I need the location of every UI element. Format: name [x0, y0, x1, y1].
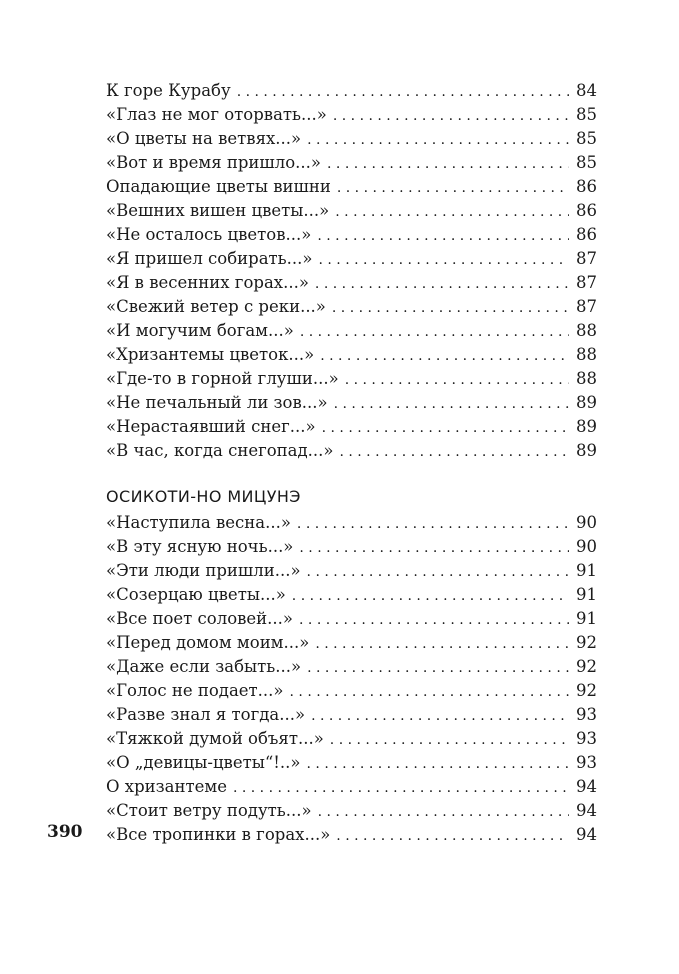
dot-leader: [307, 560, 569, 584]
toc-entry-title: «Не печальный ли зов...»: [106, 393, 328, 412]
dot-leader: [297, 512, 569, 536]
toc-entry: [106, 703, 597, 727]
toc-entry: [106, 199, 597, 223]
toc-entry-title: «Тяжкой думой объят...»: [106, 729, 324, 748]
toc-entry-title: «Хризантемы цветок...»: [106, 345, 315, 364]
toc-entry: [106, 103, 597, 127]
toc-entry-page: 90: [576, 537, 597, 556]
toc-entry: [106, 247, 597, 271]
toc-entry: [106, 559, 597, 583]
dot-leader: [337, 176, 569, 200]
dot-leader: [315, 272, 569, 296]
toc-entry: [106, 775, 597, 799]
toc-entry: [106, 367, 597, 391]
toc-entry: [106, 439, 597, 463]
dot-leader: [299, 536, 569, 560]
dot-leader: [320, 344, 569, 368]
toc-entry-page: 92: [576, 681, 597, 700]
toc-entry-page: 85: [576, 153, 597, 172]
toc-entry-page: 94: [576, 777, 597, 796]
toc-entry: [106, 607, 597, 631]
toc-entry: [106, 799, 597, 823]
toc-entry-page: 87: [576, 273, 597, 292]
dot-leader: [307, 752, 569, 776]
toc-entry: [106, 415, 597, 439]
toc-entry: [106, 655, 597, 679]
toc-entry: [106, 823, 597, 847]
toc-entry-title: «Даже если забыть...»: [106, 657, 302, 676]
toc-entry-title: «Не осталось цветов...»: [106, 225, 312, 244]
dot-leader: [307, 128, 569, 152]
toc-entry: [106, 583, 597, 607]
toc-entry-title: «Перед домом моим...»: [106, 633, 310, 652]
dot-leader: [333, 104, 569, 128]
toc-entry-title: «В эту ясную ночь...»: [106, 537, 294, 556]
toc-entry-title: «Все поет соловей...»: [106, 609, 294, 628]
toc-entry-title: «Я в весенних горах...»: [106, 273, 309, 292]
toc-entry: [106, 727, 597, 751]
toc-entry: [106, 343, 597, 367]
toc-entry-title: О хризантеме: [106, 777, 227, 796]
toc-entry: [106, 295, 597, 319]
toc-entry-page: 85: [576, 129, 597, 148]
toc-entry: [106, 535, 597, 559]
toc-entry-page: 90: [576, 513, 597, 532]
dot-leader: [330, 728, 569, 752]
dot-leader: [233, 776, 569, 800]
toc-entry-page: 86: [576, 177, 597, 196]
toc-entry: [106, 175, 597, 199]
toc-entry-title: К горе Курабу: [106, 81, 231, 100]
toc-entry: [106, 751, 597, 775]
dot-leader: [335, 200, 569, 224]
dot-leader: [311, 704, 569, 728]
toc-entry-title: «В час, когда снегопад...»: [106, 441, 334, 460]
dot-leader: [290, 680, 569, 704]
toc-entry-title: «Вешних вишен цветы...»: [106, 201, 330, 220]
toc-entry-page: 88: [576, 345, 597, 364]
toc-entry: [106, 631, 597, 655]
toc-entry-title: «Голос не подает...»: [106, 681, 284, 700]
dot-leader: [300, 320, 569, 344]
toc-entry-page: 91: [576, 561, 597, 580]
toc-entry-title: «Все тропинки в горах...»: [106, 825, 331, 844]
toc-entry-page: 89: [576, 393, 597, 412]
dot-leader: [318, 800, 569, 824]
dot-leader: [319, 248, 570, 272]
table-of-contents: [106, 79, 597, 847]
toc-entry: [106, 79, 597, 103]
dot-leader: [292, 584, 569, 608]
toc-entry: [106, 223, 597, 247]
toc-entry-page: 93: [576, 729, 597, 748]
toc-group-2: [106, 511, 597, 847]
toc-entry-title: «Где-то в горной глуши...»: [106, 369, 339, 388]
dot-leader: [322, 416, 569, 440]
toc-entry-page: 94: [576, 801, 597, 820]
toc-entry-title: «Свежий ветер с реки...»: [106, 297, 326, 316]
toc-entry-title: «Эти люди пришли...»: [106, 561, 301, 580]
toc-entry-page: 88: [576, 369, 597, 388]
toc-entry: [106, 319, 597, 343]
dot-leader: [307, 656, 569, 680]
toc-entry-page: 89: [576, 441, 597, 460]
toc-entry-page: 92: [576, 657, 597, 676]
toc-entry: [106, 511, 597, 535]
dot-leader: [315, 632, 569, 656]
dot-leader: [327, 152, 569, 176]
toc-entry-title: «О „девицы-цветы“!..»: [106, 753, 301, 772]
toc-entry-title: «Глаз не мог оторвать...»: [106, 105, 327, 124]
toc-entry-page: 92: [576, 633, 597, 652]
toc-entry-page: 87: [576, 249, 597, 268]
section-heading: ОСИКОТИ-НО МИЦУНЭ: [106, 487, 301, 506]
toc-entry-title: «Стоит ветру подуть...»: [106, 801, 312, 820]
toc-entry-title: «И могучим богам...»: [106, 321, 294, 340]
toc-entry: [106, 151, 597, 175]
dot-leader: [334, 392, 569, 416]
toc-entry: [106, 271, 597, 295]
toc-entry-page: 89: [576, 417, 597, 436]
page-number: 390: [47, 822, 83, 842]
dot-leader: [345, 368, 569, 392]
toc-entry-page: 86: [576, 225, 597, 244]
toc-entry-title: «Наступила весна...»: [106, 513, 291, 532]
toc-entry: [106, 127, 597, 151]
dot-leader: [332, 296, 569, 320]
toc-entry-page: 94: [576, 825, 597, 844]
toc-entry-title: «Нерастаявший снег...»: [106, 417, 316, 436]
toc-entry-page: 93: [576, 753, 597, 772]
toc-entry-page: 88: [576, 321, 597, 340]
toc-entry-page: 86: [576, 201, 597, 220]
toc-entry-title: «Я пришел собирать...»: [106, 249, 313, 268]
dot-leader: [339, 440, 569, 464]
toc-group-1: [106, 79, 597, 463]
toc-entry-title: Опадающие цветы вишни: [106, 177, 331, 196]
dot-leader: [237, 80, 569, 104]
toc-entry: [106, 679, 597, 703]
dot-leader: [299, 608, 569, 632]
toc-entry-page: 91: [576, 609, 597, 628]
toc-entry-page: 84: [576, 81, 597, 100]
toc-entry-title: «Разве знал я тогда...»: [106, 705, 306, 724]
toc-entry: [106, 391, 597, 415]
toc-entry-page: 91: [576, 585, 597, 604]
toc-entry-page: 93: [576, 705, 597, 724]
toc-entry-page: 87: [576, 297, 597, 316]
toc-entry-title: «О цветы на ветвях...»: [106, 129, 302, 148]
dot-leader: [317, 224, 569, 248]
toc-entry-title: «Вот и время пришло...»: [106, 153, 322, 172]
toc-entry-title: «Созерцаю цветы...»: [106, 585, 286, 604]
dot-leader: [336, 824, 569, 848]
toc-entry-page: 85: [576, 105, 597, 124]
